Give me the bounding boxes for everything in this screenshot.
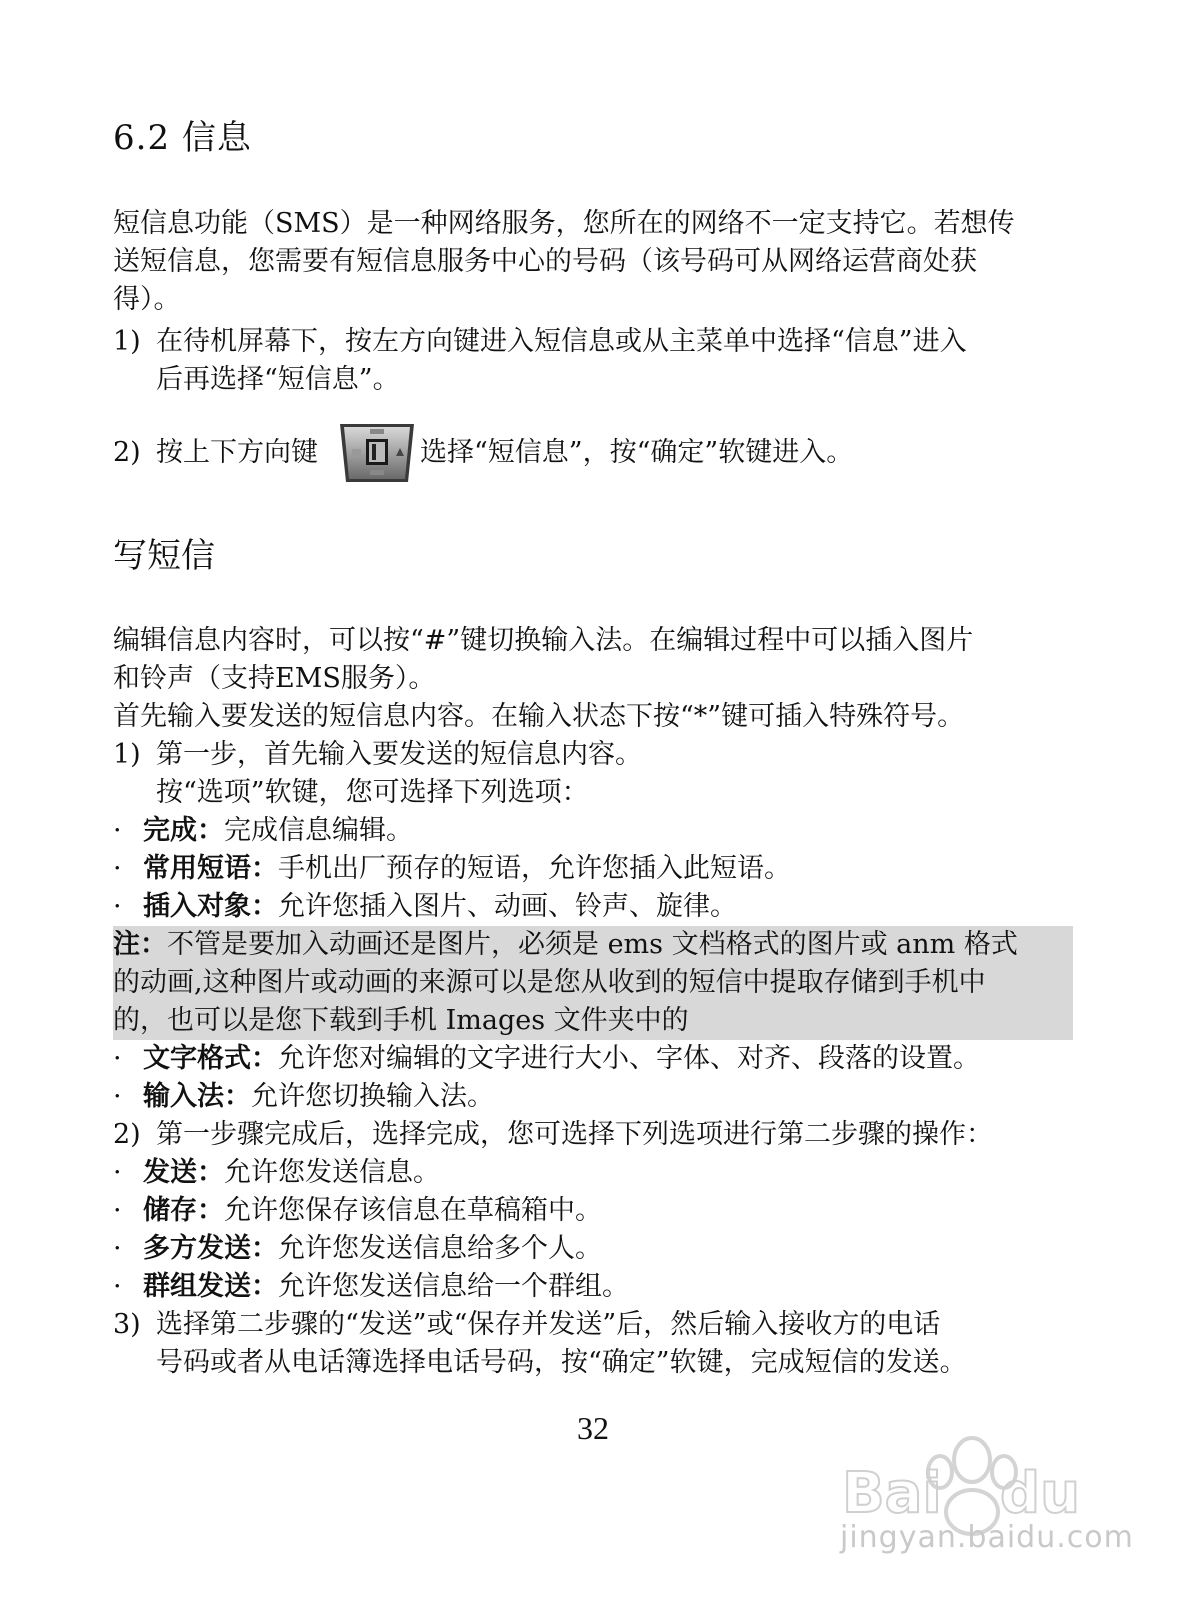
intro-line: 短信息功能（SMS）是一种网络服务，您所在的网络不一定支持它。若想传: [113, 208, 1015, 239]
bullet: ·: [113, 1043, 122, 1074]
step-text: 第一步骤完成后，选择完成，您可选择下列选项进行第二步骤的操作：: [156, 1119, 993, 1150]
option-term: 多方发送：: [143, 1233, 278, 1264]
option-term: 发送：: [143, 1157, 224, 1188]
bullet: ·: [113, 1081, 122, 1112]
bullet: ·: [113, 1157, 122, 1188]
option-term: 完成：: [143, 815, 224, 846]
watermark-url: jingyan.baidu.com: [840, 1520, 1134, 1555]
option-item: [113, 1154, 1073, 1192]
direction-key-icon: [336, 420, 418, 486]
step-text: 在待机屏幕下，按左方向键进入短信息或从主菜单中选择“信息”进入: [156, 326, 967, 357]
step-sub-line: 按“选项”软键，您可选择下列选项：: [156, 777, 589, 808]
option-desc: 允许您发送信息。: [224, 1157, 440, 1188]
step-text: 按上下方向键: [156, 437, 318, 468]
bullet: ·: [113, 891, 122, 922]
option-term: 输入法：: [143, 1081, 251, 1112]
option-desc: 允许您保存该信息在草稿箱中。: [224, 1195, 602, 1226]
step-line: 号码或者从电话簿选择电话号码，按“确定”软键，完成短信的发送。: [156, 1347, 967, 1378]
bullet: ·: [113, 815, 122, 846]
step-text: 第一步，首先输入要发送的短信息内容。: [156, 739, 642, 770]
step-number: 3): [113, 1309, 141, 1340]
bullet: ·: [113, 853, 122, 884]
write-sms-title: 写短信: [113, 536, 215, 576]
step-line: [113, 1116, 1073, 1154]
body-line: 和铃声（支持EMS服务）。: [113, 663, 436, 694]
step-1-line: 后再选择“短信息”。: [156, 364, 400, 395]
option-desc: 完成信息编辑。: [224, 815, 413, 846]
option-term: 常用短语：: [143, 853, 278, 884]
note-line: 的动画,这种图片或动画的来源可以是您从收到的短信中提取存储到手机中: [113, 967, 986, 998]
step-line: [113, 736, 1073, 774]
option-term: 储存：: [143, 1195, 224, 1226]
option-item: [113, 1192, 1073, 1230]
step-number: 1): [113, 326, 141, 357]
option-desc: 允许您插入图片、动画、铃声、旋律。: [278, 891, 737, 922]
note-line: [113, 926, 1073, 964]
step-number: 2): [113, 1119, 141, 1150]
body-line: 编辑信息内容时，可以按“#”键切换输入法。在编辑过程中可以插入图片: [113, 625, 974, 656]
bullet: ·: [113, 1233, 122, 1264]
section-title: 6.2 信息: [113, 118, 252, 158]
intro-paragraph: [113, 205, 1073, 319]
baidu-watermark-logo: [822, 1400, 1122, 1590]
option-desc: 允许您发送信息给一个群组。: [278, 1271, 629, 1302]
step-line: [113, 1306, 1073, 1344]
note-label: 注：: [113, 929, 167, 960]
note-box: [113, 926, 1073, 1040]
option-item: [113, 1268, 1073, 1306]
intro-line: 送短信息，您需要有短信息服务中心的号码（该号码可从网络运营商处获: [113, 246, 977, 277]
svg-text:du: du: [1000, 1461, 1080, 1526]
step-text: 选择“短信息”，按“确定”软键进入。: [420, 437, 854, 468]
option-item: [113, 812, 1073, 850]
step-1: [113, 323, 1073, 399]
note-line: 的，也可以是您下载到手机 Images 文件夹中的: [113, 1005, 689, 1036]
step-number: 2): [113, 437, 141, 468]
option-item: [113, 850, 1073, 888]
option-term: 文字格式：: [143, 1043, 278, 1074]
page-number: 32: [577, 1410, 609, 1446]
body-line: 首先输入要发送的短信息内容。在输入状态下按“*”键可插入特殊符号。: [113, 701, 965, 732]
bullet: ·: [113, 1271, 122, 1302]
option-term: 插入对象：: [143, 891, 278, 922]
option-term: 群组发送：: [143, 1271, 278, 1302]
option-desc: 允许您对编辑的文字进行大小、字体、对齐、段落的设置。: [278, 1043, 980, 1074]
option-item: [113, 1230, 1073, 1268]
step-text: 选择第二步骤的“发送”或“保存并发送”后，然后输入接收方的电话: [156, 1309, 941, 1340]
bullet: ·: [113, 1195, 122, 1226]
svg-text:Bai: Bai: [842, 1461, 942, 1526]
option-desc: 手机出厂预存的短语，允许您插入此短语。: [278, 853, 791, 884]
option-desc: 允许您发送信息给多个人。: [278, 1233, 602, 1264]
option-item: [113, 1040, 1073, 1078]
step-2: [113, 420, 853, 486]
step-1-line: [113, 323, 1073, 361]
intro-line: 得）。: [113, 284, 181, 315]
option-desc: 允许您切换输入法。: [251, 1081, 494, 1112]
write-sms-content: [113, 622, 1073, 1382]
note-text: 不管是要加入动画还是图片，必须是 ems 文档格式的图片或 anm 格式: [167, 929, 1018, 960]
option-item: [113, 888, 1073, 926]
step-number: 1): [113, 739, 141, 770]
option-item: [113, 1078, 1073, 1116]
